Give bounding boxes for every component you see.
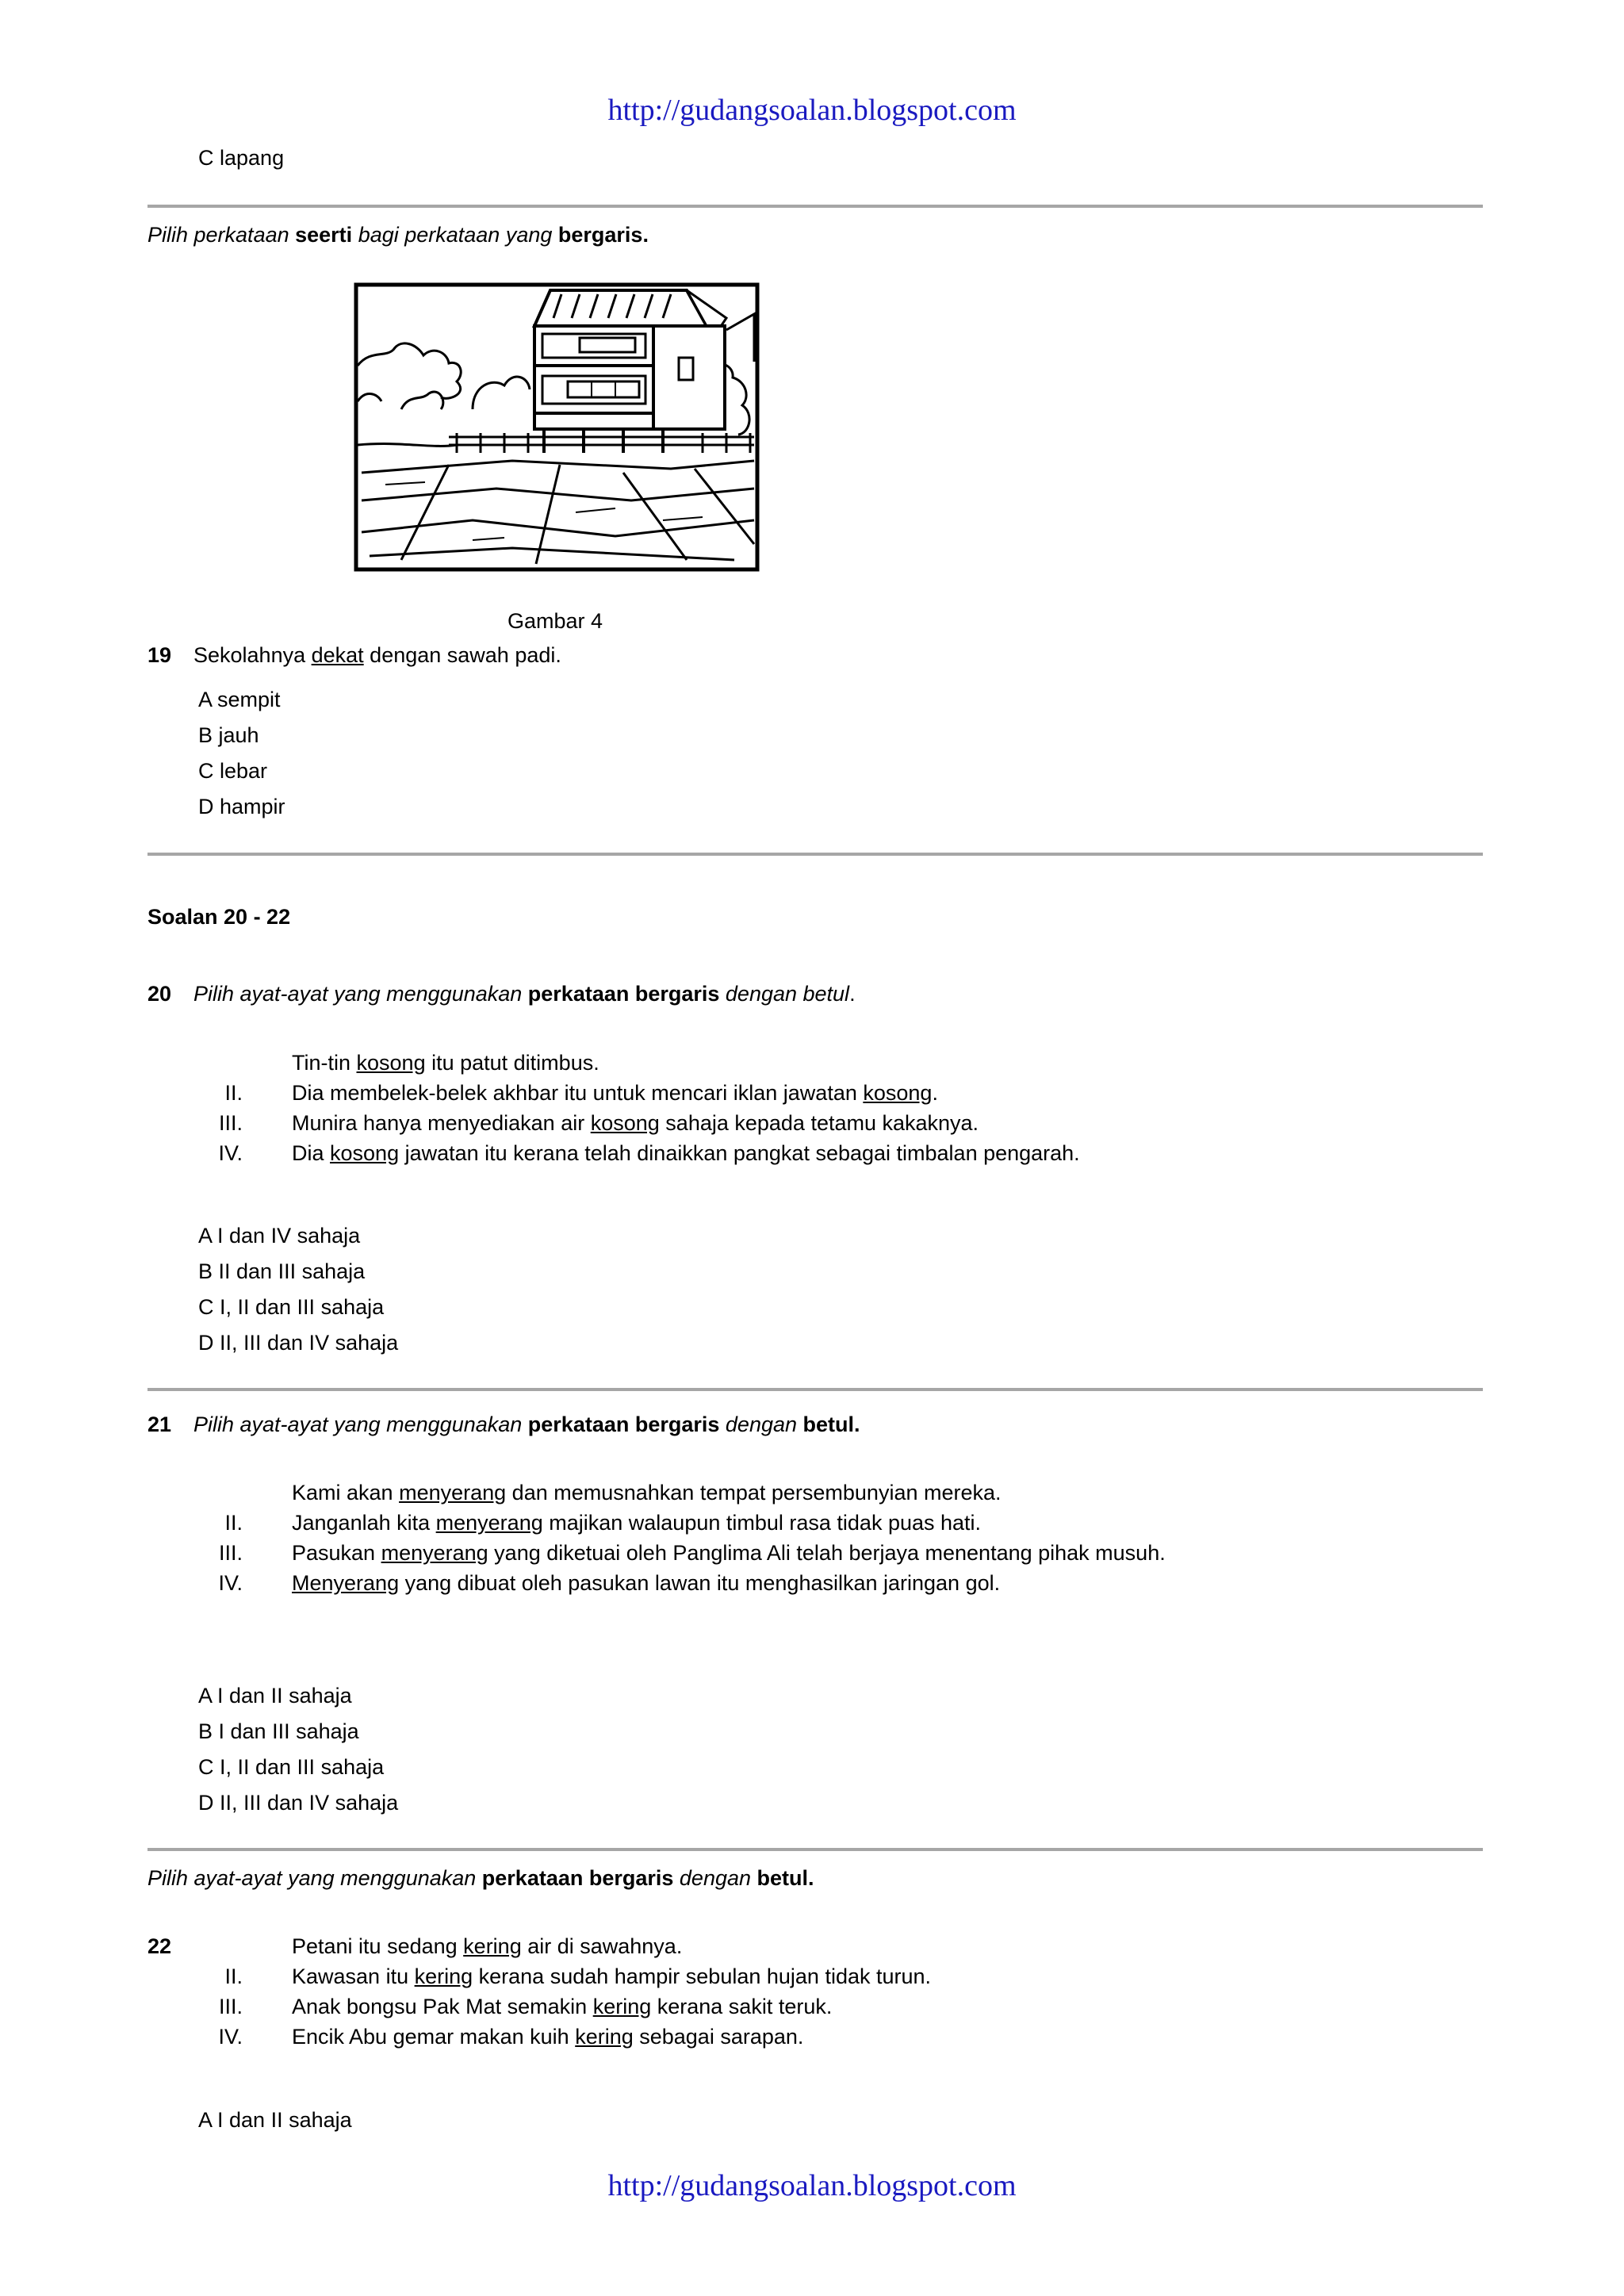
q19-option-d[interactable]: D hampir	[198, 795, 285, 818]
q20-statement-numeral: III.	[218, 1111, 243, 1135]
footer-link[interactable]: http://gudangsoalan.blogspot.com	[607, 2169, 1017, 2202]
divider	[147, 1388, 1483, 1391]
q21-option-c[interactable]: C I, II dan III sahaja	[198, 1755, 385, 1779]
q22-option-a[interactable]: A I dan II sahaja	[198, 2108, 352, 2132]
q20-option-d[interactable]: D II, III dan IV sahaja	[198, 1331, 399, 1355]
divider	[147, 1848, 1483, 1851]
q21-statement-numeral: II.	[224, 1511, 243, 1535]
q21-statement-2: Janganlah kita menyerang majikan walaupun timbul rasa tidak puas hati.	[292, 1511, 982, 1535]
q21-option-a[interactable]: A I dan II sahaja	[198, 1684, 352, 1708]
q22-statement-numeral: III.	[218, 1995, 243, 2018]
q20-statement-numeral: II.	[224, 1081, 243, 1105]
header-link[interactable]: http://gudangsoalan.blogspot.com	[607, 94, 1017, 127]
house-paddy-field-illustration	[354, 282, 760, 572]
q22-number: 22	[147, 1934, 172, 1958]
q20-statement-2: Dia membelek-belek akhbar itu untuk mencari iklan jawatan kosong.	[292, 1081, 938, 1105]
q20-instruction: Pilih ayat-ayat yang menggunakan perkataan bergaris dengan betul.	[193, 982, 856, 1006]
q21-option-b[interactable]: B I dan III sahaja	[198, 1719, 359, 1743]
q22-statement-2: Kawasan itu kering kerana sudah hampir sebulan hujan tidak turun.	[292, 1964, 932, 1988]
q21-statement-1: Kami akan menyerang dan memusnahkan tempat persembunyian mereka.	[292, 1481, 1002, 1504]
q20-option-b[interactable]: B II dan III sahaja	[198, 1259, 366, 1283]
q19-option-a[interactable]: A sempit	[198, 688, 281, 711]
q21-option-d[interactable]: D II, III dan IV sahaja	[198, 1791, 399, 1815]
q20-statement-numeral: IV.	[218, 1141, 243, 1165]
q21-number: 21	[147, 1412, 172, 1436]
q18-option-c: C lapang	[198, 146, 285, 170]
q19-option-c[interactable]: C lebar	[198, 759, 268, 783]
q20-statement-3: Munira hanya menyediakan air kosong sahaja kepada tetamu kakaknya.	[292, 1111, 979, 1135]
divider	[147, 205, 1483, 208]
q22-statement-1: Petani itu sedang kering air di sawahnya.	[292, 1934, 683, 1958]
q21-statement-numeral: IV.	[218, 1571, 243, 1595]
q21-statement-3: Pasukan menyerang yang diketuai oleh Panglima Ali telah berjaya menentang pihak musuh.	[292, 1541, 1166, 1565]
q22-instruction: Pilih ayat-ayat yang menggunakan perkataan bergaris dengan betul.	[147, 1866, 814, 1890]
section-title: Soalan 20 - 22	[147, 905, 291, 929]
q22-statement-4: Encik Abu gemar makan kuih kering sebagai sarapan.	[292, 2025, 804, 2049]
q22-statement-numeral: IV.	[218, 2025, 243, 2049]
q20-option-a[interactable]: A I dan IV sahaja	[198, 1224, 361, 1248]
q21-statement-numeral: III.	[218, 1541, 243, 1565]
q19-question: Sekolahnya dekat dengan sawah padi.	[193, 643, 561, 667]
q22-statement-numeral: II.	[224, 1964, 243, 1988]
q19-option-b[interactable]: B jauh	[198, 723, 259, 747]
q20-statement-1: Tin-tin kosong itu patut ditimbus.	[292, 1051, 599, 1075]
instruction-seerti: Pilih perkataan seerti bagi perkataan yang bergaris.	[147, 223, 649, 247]
q22-statement-3: Anak bongsu Pak Mat semakin kering kerana sakit teruk.	[292, 1995, 833, 2018]
figure-caption: Gambar 4	[508, 609, 603, 633]
q21-statement-4: Menyerang yang dibuat oleh pasukan lawan itu menghasilkan jaringan gol.	[292, 1571, 1001, 1595]
q20-number: 20	[147, 982, 172, 1006]
q19-number: 19	[147, 643, 172, 667]
q21-instruction: Pilih ayat-ayat yang menggunakan perkataan bergaris dengan betul.	[193, 1412, 860, 1436]
q20-option-c[interactable]: C I, II dan III sahaja	[198, 1295, 385, 1319]
divider	[147, 853, 1483, 856]
q20-statement-4: Dia kosong jawatan itu kerana telah dinaikkan pangkat sebagai timbalan pengarah.	[292, 1141, 1080, 1165]
